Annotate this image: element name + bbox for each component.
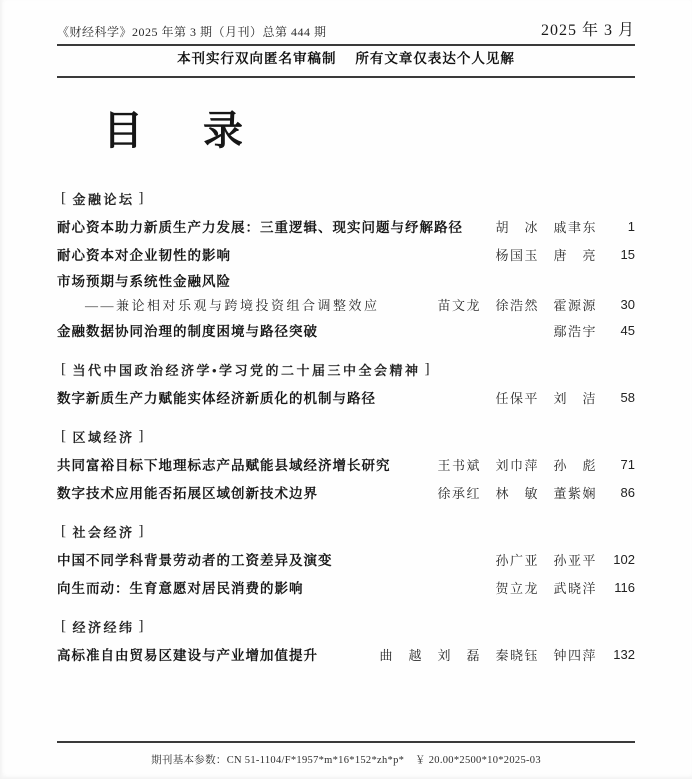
header-rule-bottom (57, 76, 635, 78)
article-title: 耐心资本对企业韧性的影响 (57, 248, 231, 263)
toc-entry (57, 212, 635, 240)
section-label-text: 经济经纬 (72, 619, 135, 635)
footer-rule (57, 741, 635, 743)
article-title: 共同富裕目标下地理标志产品赋能县域经济增长研究 (57, 458, 391, 473)
bracket-right: ] (138, 617, 147, 634)
article-authors: 孙广亚 孙亚平 (495, 552, 597, 568)
toc-entry (57, 478, 635, 506)
article-page-number: 102 (613, 551, 635, 567)
bracket-left: [ (61, 427, 69, 444)
article-authors: 胡 冰 戚聿东 (495, 219, 597, 235)
toc-entry-subtitle-line (57, 292, 635, 316)
bracket-right: ] (424, 360, 433, 377)
bracket-right: ] (138, 427, 147, 444)
article-subtitle: ——兼论相对乐观与跨境投资组合调整效应 (85, 297, 380, 313)
section-label-text: 当代中国政治经济学•学习党的二十届三中全会精神 (72, 362, 421, 378)
article-page-number: 116 (614, 579, 635, 595)
article-title: 市场预期与系统性金融风险 (57, 274, 231, 289)
article-authors: 王书斌 刘巾萍 孙 彪 (437, 457, 597, 473)
toc-entry (57, 640, 635, 668)
section-label-text: 社会经济 (72, 524, 135, 540)
article-authors: 曲 越 刘 磊 秦晓钰 钟四萍 (379, 647, 597, 663)
article-page-number: 132 (613, 646, 635, 662)
toc-entry-title-line (57, 268, 635, 292)
section-label-text: 区域经济 (72, 429, 135, 445)
section-label (57, 612, 635, 640)
article-page-number: 30 (620, 296, 635, 312)
article-title: 数字技术应用能否拓展区域创新技术边界 (57, 486, 318, 501)
bracket-left: [ (61, 617, 69, 634)
bracket-right: ] (138, 522, 147, 539)
article-title: 中国不同学科背景劳动者的工资差异及演变 (57, 553, 333, 568)
article-page-number: 15 (620, 246, 635, 262)
article-authors: 贺立龙 武晓洋 (495, 580, 597, 596)
journal-basic-parameters: 期刊基本参数：CN 51-1104/F*1957*m*16*152*zh*p* ￥ 20.00*2500*10*2025-03 (151, 755, 541, 766)
page-header (57, 20, 635, 40)
toc-entry (57, 573, 635, 601)
bracket-left: [ (61, 522, 69, 539)
section-social-economy (57, 517, 635, 601)
article-title: 向生而动：生育意愿对居民消费的影响 (57, 581, 304, 596)
section-political-economy (57, 355, 635, 411)
article-authors: 苗文龙 徐浩然 霍源源 (437, 297, 597, 313)
article-page-number: 45 (620, 322, 635, 338)
article-title: 高标准自由贸易区建设与产业增加值提升 (57, 648, 318, 663)
article-title: 数字新质生产力赋能实体经济新质化的机制与路径 (57, 391, 376, 406)
toc-entry (57, 316, 635, 344)
section-label (57, 517, 635, 545)
article-title: 金融数据协同治理的制度困境与路径突破 (57, 324, 318, 339)
bracket-left: [ (61, 360, 69, 377)
article-authors: 杨国玉 唐 亮 (495, 247, 597, 263)
article-page-number: 71 (620, 456, 635, 472)
section-label (57, 355, 635, 383)
toc-entry (57, 450, 635, 478)
section-finance-forum (57, 184, 635, 344)
journal-issue-info: 《财经科学》2025 年第 3 期（月刊）总第 444 期 (57, 25, 327, 39)
bracket-right: ] (138, 189, 147, 206)
section-economic-perspectives (57, 612, 635, 668)
page-title: 目 录 (103, 108, 253, 153)
review-notice: 本刊实行双向匿名审稿制 所有文章仅表达个人见解 (177, 51, 515, 66)
article-authors: 徐承红 林 敏 董紫娴 (437, 485, 597, 501)
section-label (57, 184, 635, 212)
article-page-number: 58 (620, 389, 635, 405)
section-label (57, 422, 635, 450)
issue-date: 2025 年 3 月 (540, 22, 635, 39)
toc-entry (57, 383, 635, 411)
toc-entry-two-line (57, 268, 635, 316)
bracket-left: [ (61, 189, 69, 206)
section-label-text: 金融论坛 (72, 191, 135, 207)
article-title: 耐心资本助力新质生产力发展：三重逻辑、现实问题与纾解路径 (57, 220, 463, 235)
article-authors: 鄢浩宇 (553, 323, 597, 339)
toc-entry (57, 240, 635, 268)
article-authors: 任保平 刘 洁 (495, 390, 597, 406)
article-page-number: 1 (627, 218, 635, 234)
toc-entry (57, 545, 635, 573)
section-regional-economy (57, 422, 635, 506)
page-footer (57, 741, 635, 767)
article-page-number: 86 (620, 484, 635, 500)
